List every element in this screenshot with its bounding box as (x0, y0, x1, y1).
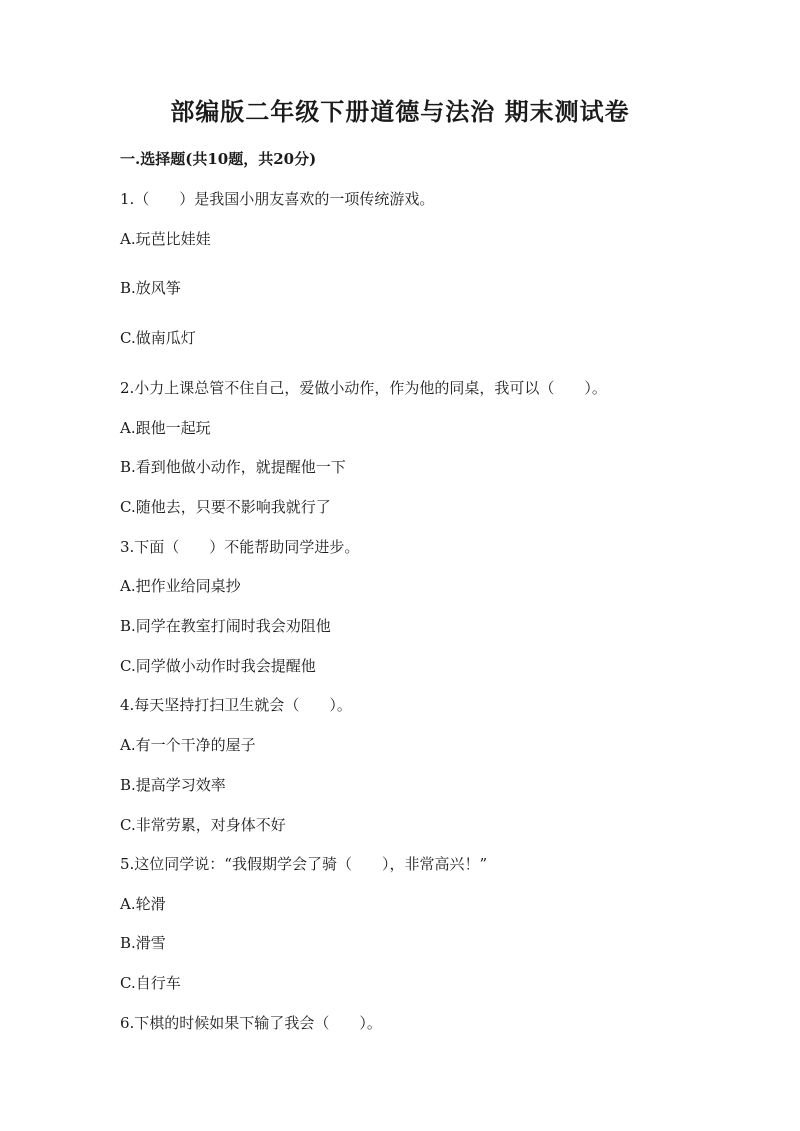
question-2-option-c: C.随他去，只要不影响我就行了 (120, 498, 331, 516)
question-5-option-b: B.滑雪 (120, 934, 166, 952)
question-3-option-b: B.同学在教室打闹时我会劝阻他 (120, 617, 331, 635)
question-1-option-c: C.做南瓜灯 (120, 329, 196, 347)
page-title: 部编版二年级下册道德与法治 期末测试卷 (170, 97, 630, 126)
question-1-stem: 1.（ ）是我国小朋友喜欢的一项传统游戏。 (120, 190, 435, 208)
question-4-option-a: A.有一个干净的屋子 (120, 736, 256, 754)
question-4-option-c: C.非常劳累，对身体不好 (120, 816, 286, 834)
question-5-stem: 5.这位同学说：“我假期学会了骑（ ），非常高兴！” (120, 855, 488, 873)
question-1-option-a: A.玩芭比娃娃 (120, 230, 211, 248)
question-3-option-a: A.把作业给同桌抄 (120, 577, 241, 595)
question-2-option-a: A.跟他一起玩 (120, 419, 211, 437)
section-heading: 一.选择题(共10题，共20分) (120, 150, 317, 168)
question-5-option-c: C.自行车 (120, 974, 181, 992)
question-3-option-c: C.同学做小动作时我会提醒他 (120, 657, 316, 675)
question-4-option-b: B.提高学习效率 (120, 776, 226, 794)
question-5-option-a: A.轮滑 (120, 895, 166, 913)
question-3-stem: 3.下面（ ）不能帮助同学进步。 (120, 538, 360, 556)
question-1-option-b: B.放风筝 (120, 279, 181, 297)
question-2-stem: 2.小力上课总管不住自己，爱做小动作，作为他的同桌，我可以（ ）。 (120, 379, 607, 397)
question-2-option-b: B.看到他做小动作，就提醒他一下 (120, 458, 346, 476)
question-6-stem: 6.下棋的时候如果下输了我会（ ）。 (120, 1014, 382, 1032)
question-4-stem: 4.每天坚持打扫卫生就会（ ）。 (120, 696, 352, 714)
